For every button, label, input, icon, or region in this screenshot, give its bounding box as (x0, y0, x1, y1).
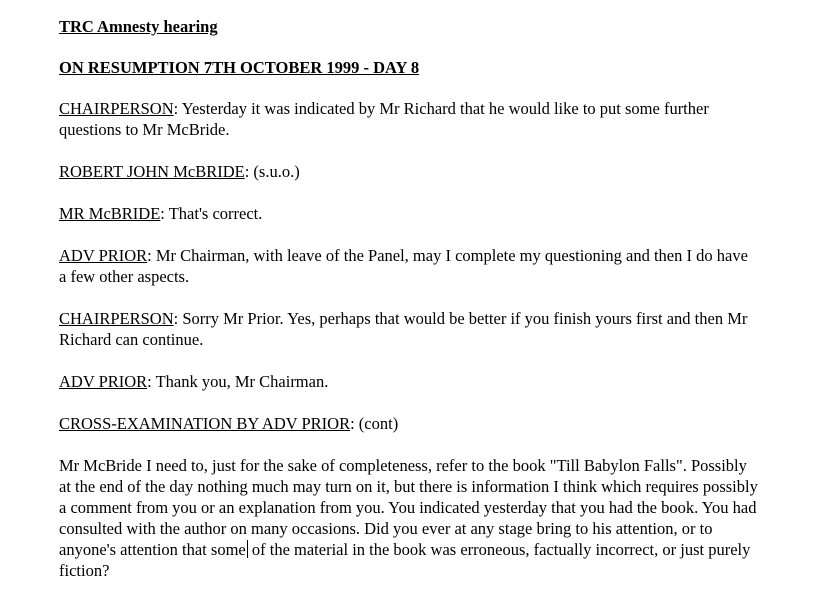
paragraph (59, 308, 759, 350)
document-page[interactable] (59, 16, 759, 602)
paragraph-text: : Thank you, Mr Chairman. (147, 372, 329, 391)
speaker-name: MR McBRIDE (59, 204, 161, 223)
speaker-name: CHAIRPERSON (59, 99, 174, 118)
paragraph-text: : Yesterday it was indicated by Mr Richard that he would like to put some further questions to Mr McBride. (59, 99, 709, 139)
body-text-continued: of the material in the book was erroneous, factually incorrect, or just purely fiction? (59, 540, 751, 580)
paragraph (59, 245, 759, 287)
paragraph-text: : Mr Chairman, with leave of the Panel, may I complete my questioning and then I do have a few other aspects. (59, 246, 748, 286)
paragraph (59, 161, 759, 182)
paragraph (59, 98, 759, 140)
document-subtitle: ON RESUMPTION 7TH OCTOBER 1999 - DAY 8 (59, 58, 420, 77)
paragraph-text: : (s.u.o.) (244, 162, 300, 181)
paragraph-text: : Sorry Mr Prior. Yes, perhaps that would be better if you finish yours first and then Mr Richard can continue. (59, 309, 748, 349)
speaker-name: CHAIRPERSON (59, 309, 174, 328)
paragraph-text: : That's correct. (160, 204, 263, 223)
paragraph (59, 371, 759, 392)
document-title: TRC Amnesty hearing (59, 17, 218, 36)
paragraph-text: : (cont) (350, 414, 399, 433)
body-paragraph[interactable] (59, 455, 759, 581)
paragraph (59, 413, 759, 434)
paragraph (59, 203, 759, 224)
speaker-name: ADV PRIOR (59, 372, 148, 391)
speaker-name: ADV PRIOR (59, 246, 148, 265)
body-text: Mr McBride I need to, just for the sake of completeness, refer to the book "Till Babylon Falls". Possibly at the end of the day nothing much may turn on it, but there is information I think which requires possibly a comment from you or an explanation from you. You indicated yesterday that you had the book. You had consulted with the author on many occasions. Did you ever at any stage bring to his attention, or to anyone's attention that some (59, 456, 758, 559)
speaker-name: CROSS-EXAMINATION BY ADV PRIOR (59, 414, 351, 433)
speaker-name: ROBERT JOHN McBRIDE (59, 162, 245, 181)
